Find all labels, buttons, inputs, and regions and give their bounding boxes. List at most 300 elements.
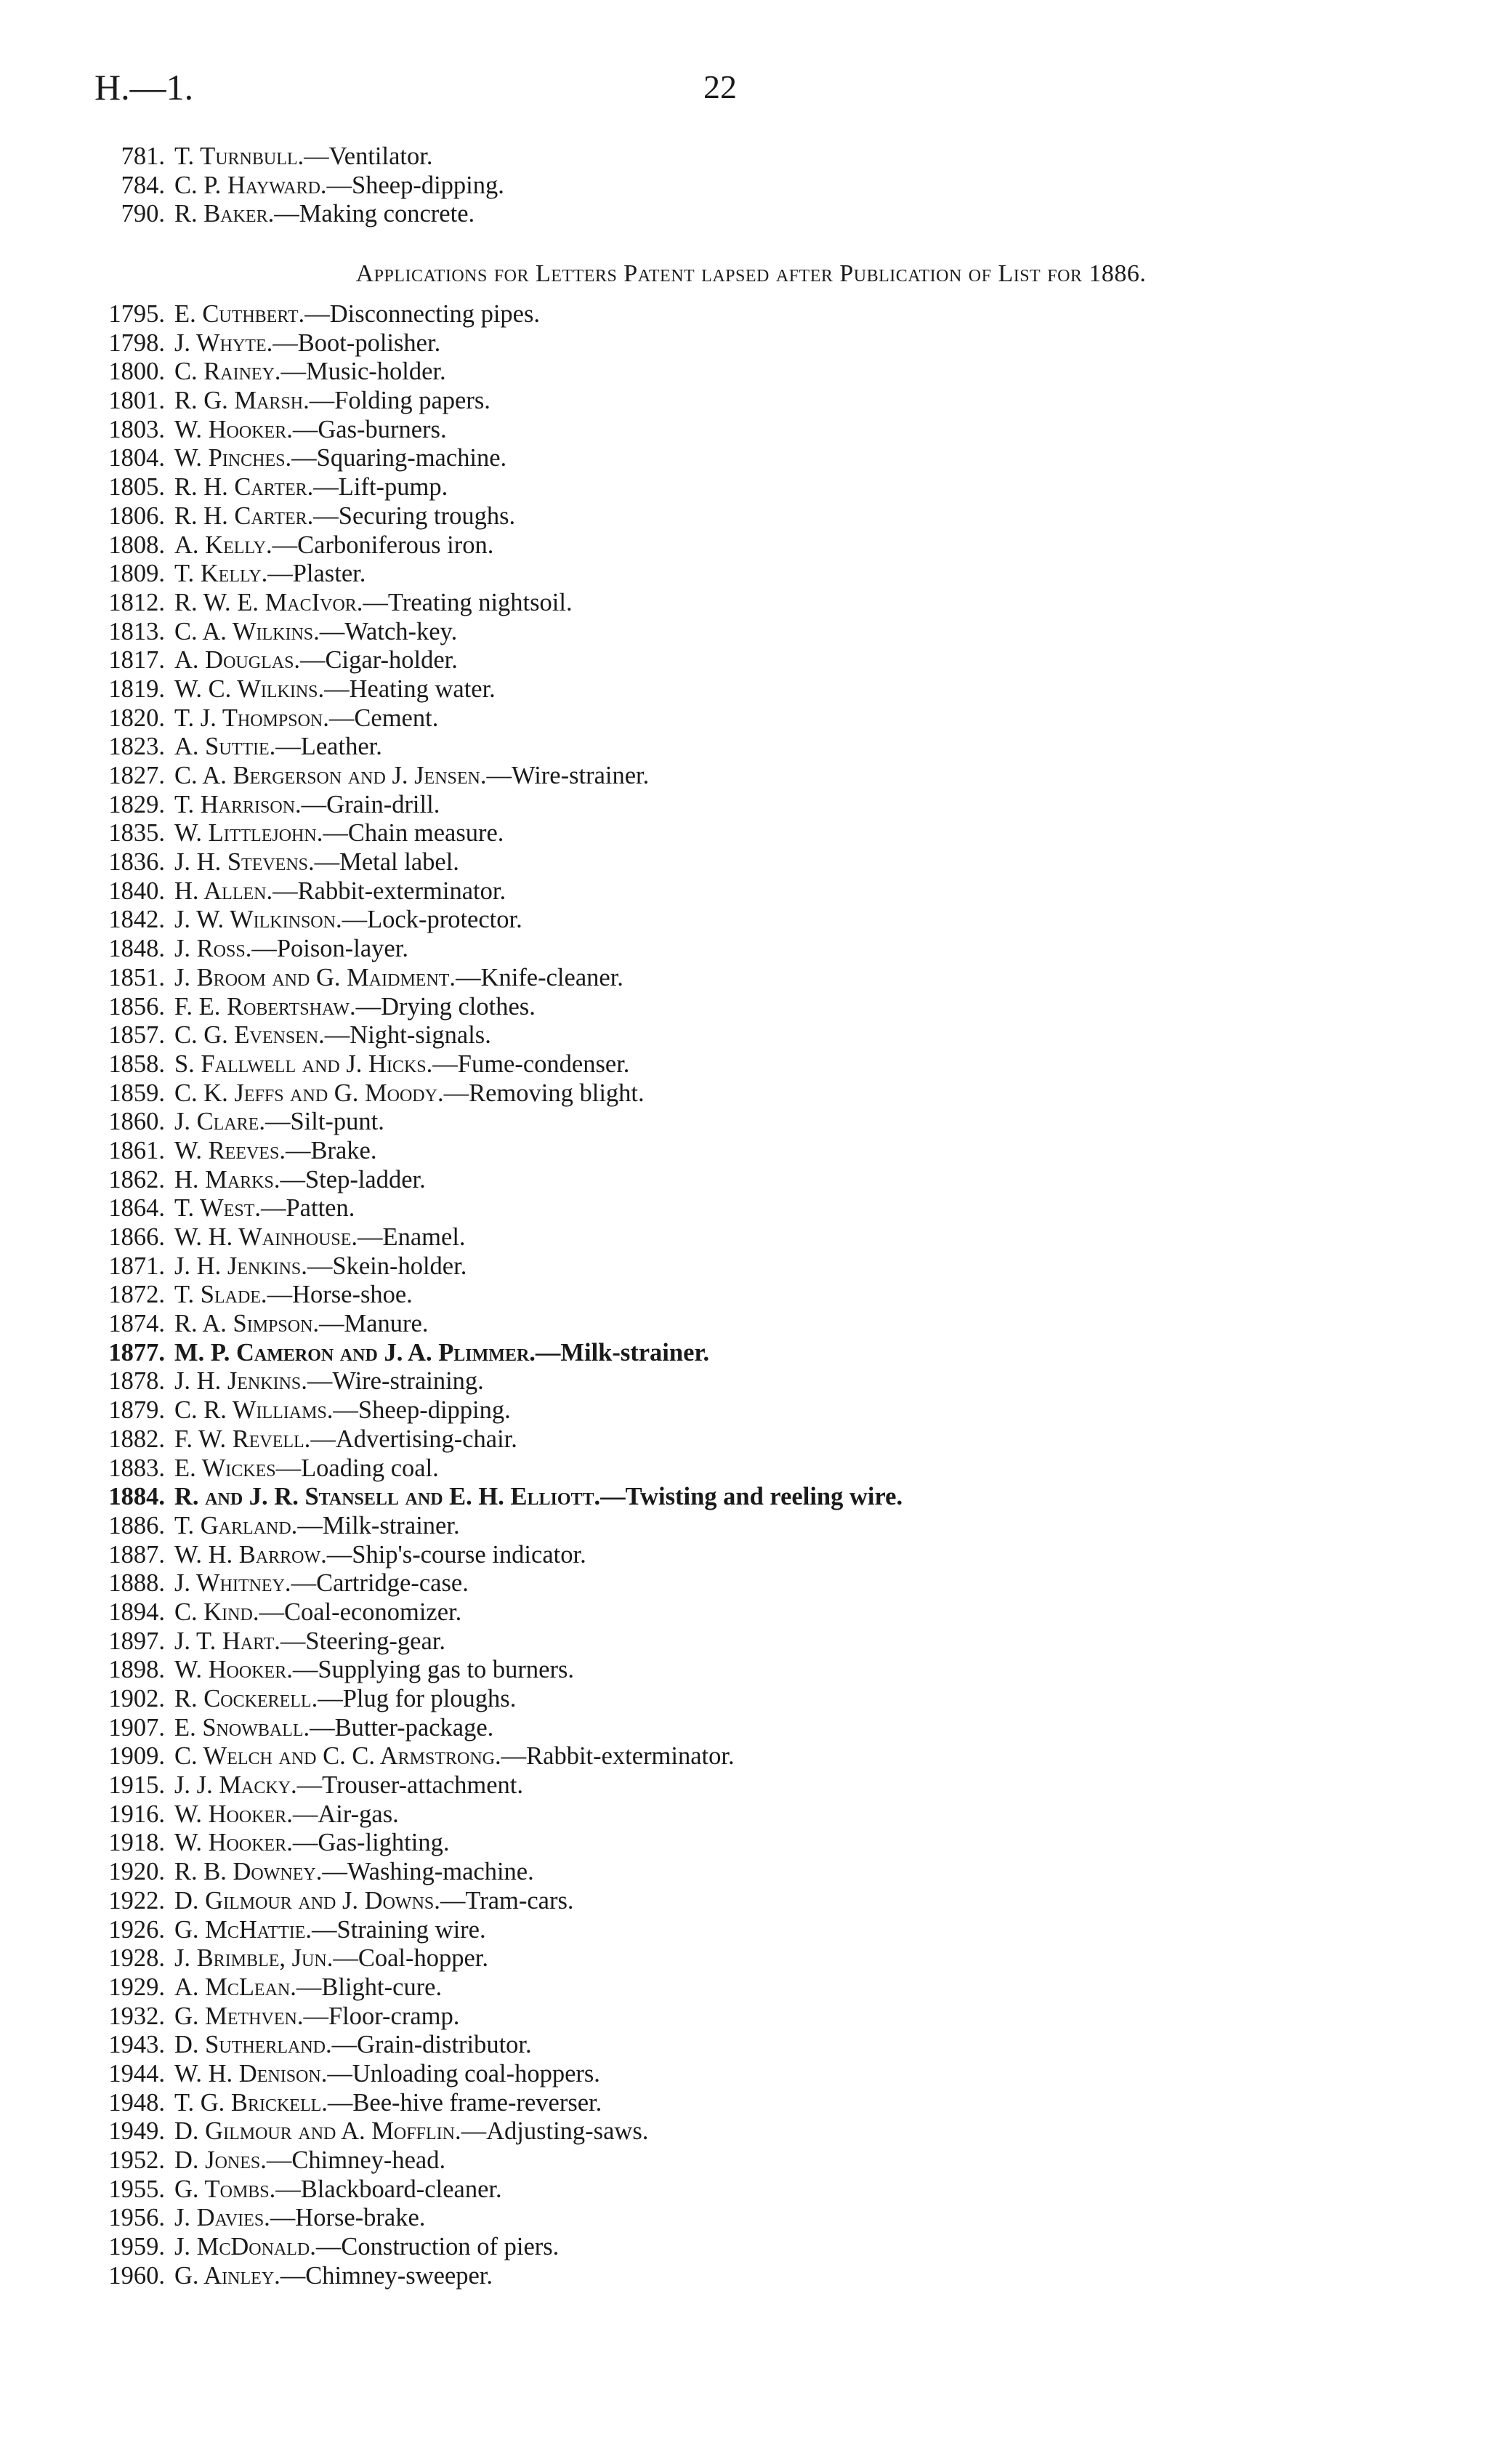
applicant-name: R. A. Simpson. bbox=[174, 1310, 320, 1338]
invention-subject: Chain measure. bbox=[347, 819, 504, 847]
em-dash: — bbox=[272, 877, 298, 905]
entry-text bbox=[174, 1944, 488, 1973]
em-dash: — bbox=[324, 675, 350, 703]
applicant-name: R. W. E. MacIvor. bbox=[174, 588, 363, 616]
applicant-name: T. J. Thompson. bbox=[174, 704, 329, 732]
entry-text bbox=[174, 1627, 445, 1656]
em-dash: — bbox=[461, 2117, 487, 2146]
entry-number: 1840. bbox=[108, 877, 165, 905]
em-dash: — bbox=[274, 200, 299, 228]
invention-subject: Brake. bbox=[310, 1136, 377, 1164]
entry-number: 1857. bbox=[108, 1021, 165, 1050]
invention-subject: Treating nightsoil. bbox=[387, 588, 573, 616]
patent-entry bbox=[94, 646, 1402, 675]
entry-number: 1860. bbox=[108, 1108, 165, 1136]
entry-number: 1800. bbox=[108, 358, 165, 386]
patent-entry bbox=[94, 2031, 1402, 2060]
invention-subject: Wire-strainer. bbox=[512, 762, 650, 789]
patent-entry bbox=[94, 1367, 1402, 1396]
applicant-name: C. Welch and C. C. Armstrong. bbox=[174, 1742, 501, 1771]
entry-text bbox=[174, 358, 446, 387]
entry-number: 1898. bbox=[108, 1656, 165, 1684]
em-dash: — bbox=[272, 329, 298, 357]
entry-text bbox=[174, 1223, 466, 1252]
applicant-name: C. R. Williams. bbox=[174, 1396, 334, 1425]
em-dash: — bbox=[265, 1108, 291, 1136]
em-dash: — bbox=[315, 2233, 342, 2261]
em-dash: — bbox=[456, 963, 481, 991]
entry-number: 1926. bbox=[108, 1915, 165, 1944]
invention-subject: Construction of piers. bbox=[341, 2233, 560, 2261]
applicant-name: J. McDonald. bbox=[174, 2233, 316, 2261]
em-dash: — bbox=[280, 1165, 305, 1193]
applicant-name: J. Whitney. bbox=[174, 1569, 291, 1598]
em-dash: — bbox=[304, 300, 330, 328]
applicant-name: C. Rainey. bbox=[174, 358, 281, 386]
invention-subject: Plug for ploughs. bbox=[342, 1685, 517, 1712]
invention-subject: Fume-condenser. bbox=[457, 1050, 630, 1078]
patent-entry bbox=[94, 329, 1402, 358]
applicant-name: W. C. Wilkins. bbox=[174, 675, 325, 703]
applicant-name: E. Cuthbert. bbox=[174, 300, 305, 328]
entry-text bbox=[174, 1194, 355, 1223]
patent-entry bbox=[94, 2089, 1402, 2118]
patent-entry bbox=[94, 2204, 1402, 2233]
entry-text bbox=[174, 1137, 376, 1166]
em-dash: — bbox=[319, 1310, 344, 1338]
patent-entry bbox=[94, 502, 1402, 531]
patent-entry bbox=[94, 791, 1402, 820]
em-dash: — bbox=[292, 1800, 318, 1828]
applicant-name: A. Kelly. bbox=[174, 531, 272, 559]
applicant-name: C. Kind. bbox=[174, 1598, 259, 1626]
entry-text bbox=[174, 704, 438, 733]
entry-number: 1882. bbox=[108, 1425, 165, 1453]
patent-entry bbox=[94, 1396, 1402, 1425]
entry-number: 1952. bbox=[108, 2146, 165, 2174]
applicant-name: R. and J. R. Stansell and E. H. Elliott. bbox=[174, 1483, 601, 1511]
entry-text bbox=[174, 1108, 384, 1137]
patent-entry bbox=[94, 877, 1402, 906]
invention-subject: Silt-punt. bbox=[290, 1108, 384, 1136]
invention-subject: Adjusting-saws. bbox=[486, 2117, 649, 2146]
applicant-name: A. McLean. bbox=[174, 1973, 296, 2001]
invention-subject: Heating water. bbox=[349, 675, 496, 703]
entry-number: 1859. bbox=[108, 1079, 165, 1107]
em-dash: — bbox=[301, 790, 327, 818]
entry-text bbox=[174, 1252, 467, 1281]
em-dash: — bbox=[292, 1829, 318, 1857]
patent-entry bbox=[94, 1483, 1402, 1512]
entry-text bbox=[174, 819, 504, 848]
applicant-name: J. Ross. bbox=[174, 935, 252, 963]
patent-entry bbox=[94, 2117, 1402, 2146]
applicant-name: T. Slade. bbox=[174, 1281, 267, 1309]
em-dash: — bbox=[275, 1454, 302, 1482]
entry-number: 1842. bbox=[108, 906, 165, 934]
em-dash: — bbox=[486, 762, 512, 789]
em-dash: — bbox=[535, 1338, 561, 1366]
entry-number: 1795. bbox=[108, 300, 165, 328]
applicant-name: W. Hooker. bbox=[174, 1800, 293, 1828]
entry-text bbox=[174, 589, 573, 618]
em-dash: — bbox=[310, 1713, 335, 1742]
patent-entry bbox=[94, 1166, 1402, 1195]
patent-entry bbox=[94, 1079, 1402, 1108]
patent-entry bbox=[94, 444, 1402, 473]
entry-text bbox=[174, 2060, 600, 2089]
entry-number: 1819. bbox=[108, 675, 165, 703]
applicant-name: W. H. Wainhouse. bbox=[174, 1223, 358, 1251]
patent-entry bbox=[94, 935, 1402, 964]
patent-entry bbox=[94, 1656, 1402, 1685]
patent-entry bbox=[94, 2146, 1402, 2175]
entry-text bbox=[174, 1916, 486, 1945]
patent-entry bbox=[94, 1339, 1402, 1368]
applicant-name: W. Littlejohn. bbox=[174, 819, 323, 847]
applicant-name: G. Methven. bbox=[174, 2002, 304, 2030]
em-dash: — bbox=[318, 1685, 343, 1712]
entry-number: 1827. bbox=[108, 762, 165, 789]
invention-subject: Rabbit-exterminator. bbox=[526, 1742, 735, 1771]
em-dash: — bbox=[358, 1223, 383, 1251]
applicant-name: J. Whyte. bbox=[174, 329, 273, 357]
invention-subject: Sheep-dipping. bbox=[358, 1396, 511, 1425]
entry-number: 1871. bbox=[108, 1252, 165, 1280]
patent-entry bbox=[94, 1627, 1402, 1656]
patent-entry bbox=[94, 675, 1402, 704]
em-dash: — bbox=[312, 1915, 337, 1944]
patent-entry bbox=[94, 473, 1402, 502]
patent-entry bbox=[94, 2175, 1402, 2205]
entry-number: 1915. bbox=[108, 1771, 165, 1800]
entry-number: 1804. bbox=[108, 444, 165, 472]
applicant-name: J. Davies. bbox=[174, 2204, 270, 2232]
applicant-name: G. Tombs. bbox=[174, 2175, 276, 2203]
entry-number: 1866. bbox=[108, 1223, 165, 1251]
invention-subject: Leather. bbox=[300, 733, 382, 761]
patent-entry bbox=[94, 1569, 1402, 1598]
entry-text bbox=[174, 762, 649, 791]
invention-subject: Cartridge-case. bbox=[316, 1569, 469, 1598]
entry-number: 1918. bbox=[108, 1829, 165, 1857]
em-dash: — bbox=[501, 1742, 527, 1771]
patent-entry bbox=[94, 1137, 1402, 1166]
document-reference: H.—1. bbox=[94, 67, 194, 108]
em-dash: — bbox=[331, 2031, 358, 2059]
entry-number: 1812. bbox=[108, 588, 165, 616]
invention-subject: Lift-pump. bbox=[338, 473, 448, 502]
em-dash: — bbox=[297, 1511, 323, 1539]
invention-subject: Disconnecting pipes. bbox=[329, 300, 541, 328]
entry-text bbox=[174, 993, 536, 1022]
patent-entry bbox=[94, 1281, 1402, 1310]
patent-entry bbox=[94, 531, 1402, 560]
page-header bbox=[94, 67, 748, 110]
entry-text bbox=[174, 416, 447, 445]
em-dash: — bbox=[324, 1021, 350, 1050]
patent-entry bbox=[94, 1021, 1402, 1050]
patent-entry bbox=[94, 387, 1402, 416]
patent-entry bbox=[94, 1194, 1402, 1223]
applicant-name: C. P. Hayward. bbox=[174, 171, 327, 199]
em-dash: — bbox=[327, 2059, 352, 2087]
invention-subject: Removing blight. bbox=[469, 1079, 645, 1107]
patent-entry bbox=[94, 416, 1402, 445]
applicant-name: T. Harrison. bbox=[174, 790, 302, 818]
entry-number: 1803. bbox=[108, 415, 165, 443]
entry-text bbox=[174, 1166, 426, 1195]
invention-subject: Milk-strainer. bbox=[560, 1338, 710, 1366]
entry-number: 1944. bbox=[108, 2059, 165, 2087]
em-dash: — bbox=[291, 444, 317, 472]
patent-entry bbox=[94, 1858, 1402, 1887]
entry-number: 1920. bbox=[108, 1858, 165, 1886]
entry-number: 1883. bbox=[108, 1454, 165, 1482]
applicant-name: W. Hooker. bbox=[174, 415, 293, 443]
entry-text bbox=[174, 1367, 484, 1396]
em-dash: — bbox=[342, 906, 368, 934]
entry-text bbox=[174, 1771, 523, 1800]
applicant-name: H. Marks. bbox=[174, 1165, 280, 1193]
em-dash: — bbox=[267, 560, 293, 588]
invention-subject: Watch-key. bbox=[344, 617, 458, 645]
em-dash: — bbox=[285, 1136, 311, 1164]
applicant-name: J. Broom and G. Maidment. bbox=[174, 963, 456, 991]
invention-subject: Ventilator. bbox=[328, 142, 433, 170]
entry-number: 1884. bbox=[108, 1483, 165, 1511]
entry-text bbox=[174, 1396, 511, 1425]
em-dash: — bbox=[251, 935, 277, 963]
invention-subject: Securing troughs. bbox=[338, 502, 516, 530]
invention-subject: Grain-drill. bbox=[326, 790, 440, 818]
entry-number: 1856. bbox=[108, 992, 165, 1020]
entry-number: 1932. bbox=[108, 2002, 165, 2030]
invention-subject: Milk-strainer. bbox=[322, 1511, 460, 1539]
patent-entry bbox=[94, 2060, 1402, 2089]
applicant-name: R. Baker. bbox=[174, 200, 275, 228]
applicant-name: G. Ainley. bbox=[174, 2261, 280, 2290]
invention-subject: Twisting and reeling wire. bbox=[625, 1483, 903, 1511]
entry-text bbox=[174, 1569, 469, 1598]
patent-entry bbox=[94, 2233, 1402, 2262]
entry-number: 1798. bbox=[108, 329, 165, 357]
em-dash: — bbox=[267, 1281, 293, 1309]
invention-subject: Making concrete. bbox=[299, 200, 475, 228]
applicant-name: W. H. Barrow. bbox=[174, 1540, 327, 1569]
entry-text bbox=[174, 1454, 439, 1483]
em-dash: — bbox=[313, 473, 339, 502]
entry-text bbox=[174, 2204, 425, 2233]
entry-number: 1864. bbox=[108, 1194, 165, 1223]
patent-entry bbox=[94, 1944, 1402, 1973]
em-dash: — bbox=[291, 1569, 317, 1598]
entry-text bbox=[174, 1656, 574, 1685]
patent-entry bbox=[94, 1771, 1402, 1800]
patent-entry bbox=[94, 1454, 1402, 1483]
applicant-name: A. Douglas. bbox=[174, 646, 301, 675]
entry-number: 1877. bbox=[108, 1338, 165, 1366]
applicant-name: J. J. Macky. bbox=[174, 1771, 297, 1800]
em-dash: — bbox=[313, 502, 339, 530]
em-dash: — bbox=[266, 2146, 292, 2174]
invention-subject: Straining wire. bbox=[336, 1915, 486, 1944]
em-dash: — bbox=[259, 1598, 284, 1626]
entry-number: 1813. bbox=[108, 617, 165, 645]
entry-text bbox=[174, 675, 496, 704]
patent-entry bbox=[94, 1916, 1402, 1945]
applicant-name: C. K. Jeffs and G. Moody. bbox=[174, 1079, 444, 1107]
entry-text bbox=[174, 877, 506, 906]
entry-text bbox=[174, 848, 459, 877]
em-dash: — bbox=[326, 1540, 352, 1569]
patent-entry bbox=[94, 733, 1402, 762]
invention-subject: Manure. bbox=[344, 1310, 429, 1338]
applicant-name: D. Sutherland. bbox=[174, 2031, 332, 2059]
patent-entry bbox=[94, 1800, 1402, 1829]
entry-text bbox=[174, 618, 457, 647]
entry-text bbox=[174, 1742, 735, 1771]
entry-number: 1916. bbox=[108, 1800, 165, 1828]
em-dash: — bbox=[296, 1973, 322, 2001]
applicant-name: D. Jones. bbox=[174, 2146, 267, 2174]
em-dash: — bbox=[440, 1886, 466, 1915]
page-number: 22 bbox=[703, 68, 737, 105]
em-dash: — bbox=[322, 1858, 347, 1886]
invention-subject: Drying clothes. bbox=[381, 992, 536, 1020]
em-dash: — bbox=[296, 1771, 323, 1800]
patent-entry bbox=[94, 762, 1402, 791]
entry-number: 1902. bbox=[108, 1685, 165, 1712]
entry-number: 1851. bbox=[108, 963, 165, 991]
invention-subject: Night-signals. bbox=[350, 1021, 491, 1050]
entry-text bbox=[174, 1425, 517, 1454]
entry-number: 1874. bbox=[108, 1310, 165, 1338]
em-dash: — bbox=[280, 2261, 306, 2290]
applicant-name: A. Suttie. bbox=[174, 733, 276, 761]
entry-text bbox=[174, 473, 448, 502]
em-dash: — bbox=[261, 1194, 286, 1223]
patent-entry bbox=[94, 1742, 1402, 1771]
entry-text bbox=[174, 646, 458, 675]
entry-text bbox=[174, 2175, 502, 2205]
entry-number: 1861. bbox=[108, 1136, 165, 1164]
invention-subject: Unloading coal-hoppers. bbox=[352, 2059, 600, 2087]
invention-subject: Poison-layer. bbox=[276, 935, 408, 963]
patent-entry bbox=[94, 993, 1402, 1022]
invention-subject: Music-holder. bbox=[306, 358, 446, 386]
invention-subject: Squaring-machine. bbox=[316, 444, 507, 472]
invention-subject: Washing-machine. bbox=[347, 1858, 534, 1886]
invention-subject: Enamel. bbox=[382, 1223, 466, 1251]
invention-subject: Supplying gas to burners. bbox=[318, 1656, 575, 1684]
entry-text bbox=[174, 142, 432, 172]
invention-subject: Metal label. bbox=[339, 848, 459, 877]
patent-entry bbox=[94, 1512, 1402, 1541]
applicant-name: J. Brimble, Jun. bbox=[174, 1944, 334, 1973]
applicant-name: W. H. Denison. bbox=[174, 2059, 328, 2087]
em-dash: — bbox=[326, 171, 352, 199]
applicant-name: J. Clare. bbox=[174, 1108, 265, 1136]
em-dash: — bbox=[355, 992, 381, 1020]
em-dash: — bbox=[270, 2204, 296, 2232]
patent-entry bbox=[94, 172, 1402, 201]
entry-number: 1929. bbox=[108, 1973, 165, 2001]
applicant-name: W. Hooker. bbox=[174, 1829, 293, 1857]
invention-subject: Blackboard-cleaner. bbox=[300, 2175, 502, 2203]
entry-number: 1928. bbox=[108, 1944, 165, 1973]
entry-text bbox=[174, 1079, 645, 1108]
entry-text bbox=[174, 1829, 449, 1858]
em-dash: — bbox=[292, 1656, 318, 1684]
em-dash: — bbox=[432, 1050, 458, 1078]
invention-subject: Horse-shoe. bbox=[292, 1281, 413, 1309]
applicant-name: J. W. Wilkinson. bbox=[174, 906, 342, 934]
applicant-name: E. Wickes bbox=[174, 1454, 276, 1482]
em-dash: — bbox=[323, 819, 348, 847]
entry-number: 1948. bbox=[108, 2088, 165, 2117]
entry-text bbox=[174, 2146, 445, 2175]
applicant-name: W. Reeves. bbox=[174, 1136, 286, 1164]
entry-text bbox=[174, 1310, 428, 1339]
patent-entry bbox=[94, 819, 1402, 848]
applicant-name: M. P. Cameron and J. A. Plimmer. bbox=[174, 1338, 536, 1366]
applicant-name: D. Gilmour and J. Downs. bbox=[174, 1886, 440, 1915]
patent-entry bbox=[94, 1223, 1402, 1252]
invention-subject: Skein-holder. bbox=[332, 1252, 467, 1280]
patent-entry bbox=[94, 848, 1402, 877]
invention-subject: Chimney-sweeper. bbox=[305, 2261, 493, 2290]
entry-number: 1817. bbox=[108, 646, 165, 675]
entry-text bbox=[174, 2002, 459, 2032]
entry-text bbox=[174, 1512, 460, 1541]
invention-subject: Floor-cramp. bbox=[328, 2002, 460, 2030]
entry-text bbox=[174, 1050, 629, 1079]
invention-subject: Horse-brake. bbox=[295, 2204, 426, 2232]
patent-entry bbox=[94, 2002, 1402, 2032]
invention-subject: Folding papers. bbox=[334, 387, 490, 415]
em-dash: — bbox=[328, 704, 355, 732]
entry-number: 1886. bbox=[108, 1511, 165, 1539]
applicant-name: C. A. Bergerson and J. Jensen. bbox=[174, 762, 487, 789]
entry-number: 1956. bbox=[108, 2204, 165, 2232]
entry-text bbox=[174, 1281, 413, 1310]
entry-text bbox=[174, 2117, 648, 2146]
entry-number: 1829. bbox=[108, 790, 165, 818]
entry-number: 1805. bbox=[108, 473, 165, 502]
entry-text bbox=[174, 964, 623, 993]
em-dash: — bbox=[280, 358, 307, 386]
invention-subject: Chimney-head. bbox=[291, 2146, 446, 2174]
entry-text bbox=[174, 1339, 709, 1368]
em-dash: — bbox=[303, 2002, 328, 2030]
entry-number: 1862. bbox=[108, 1165, 165, 1193]
invention-subject: Coal-economizer. bbox=[283, 1598, 462, 1626]
entry-number: 1922. bbox=[108, 1886, 165, 1915]
em-dash: — bbox=[333, 1944, 358, 1973]
patent-entry bbox=[94, 1598, 1402, 1627]
invention-subject: Lock-protector. bbox=[367, 906, 522, 934]
applicant-name: T. Kelly. bbox=[174, 560, 268, 588]
entry-number: 1808. bbox=[108, 531, 165, 559]
entry-number: 790. bbox=[121, 200, 165, 228]
patent-entry bbox=[94, 1714, 1402, 1743]
applicant-name: C. A. Wilkins. bbox=[174, 617, 320, 645]
entry-number: 1801. bbox=[108, 387, 165, 415]
invention-subject: Cigar-holder. bbox=[325, 646, 458, 675]
applicant-name: T. Garland. bbox=[174, 1511, 298, 1539]
entry-text bbox=[174, 1021, 491, 1050]
